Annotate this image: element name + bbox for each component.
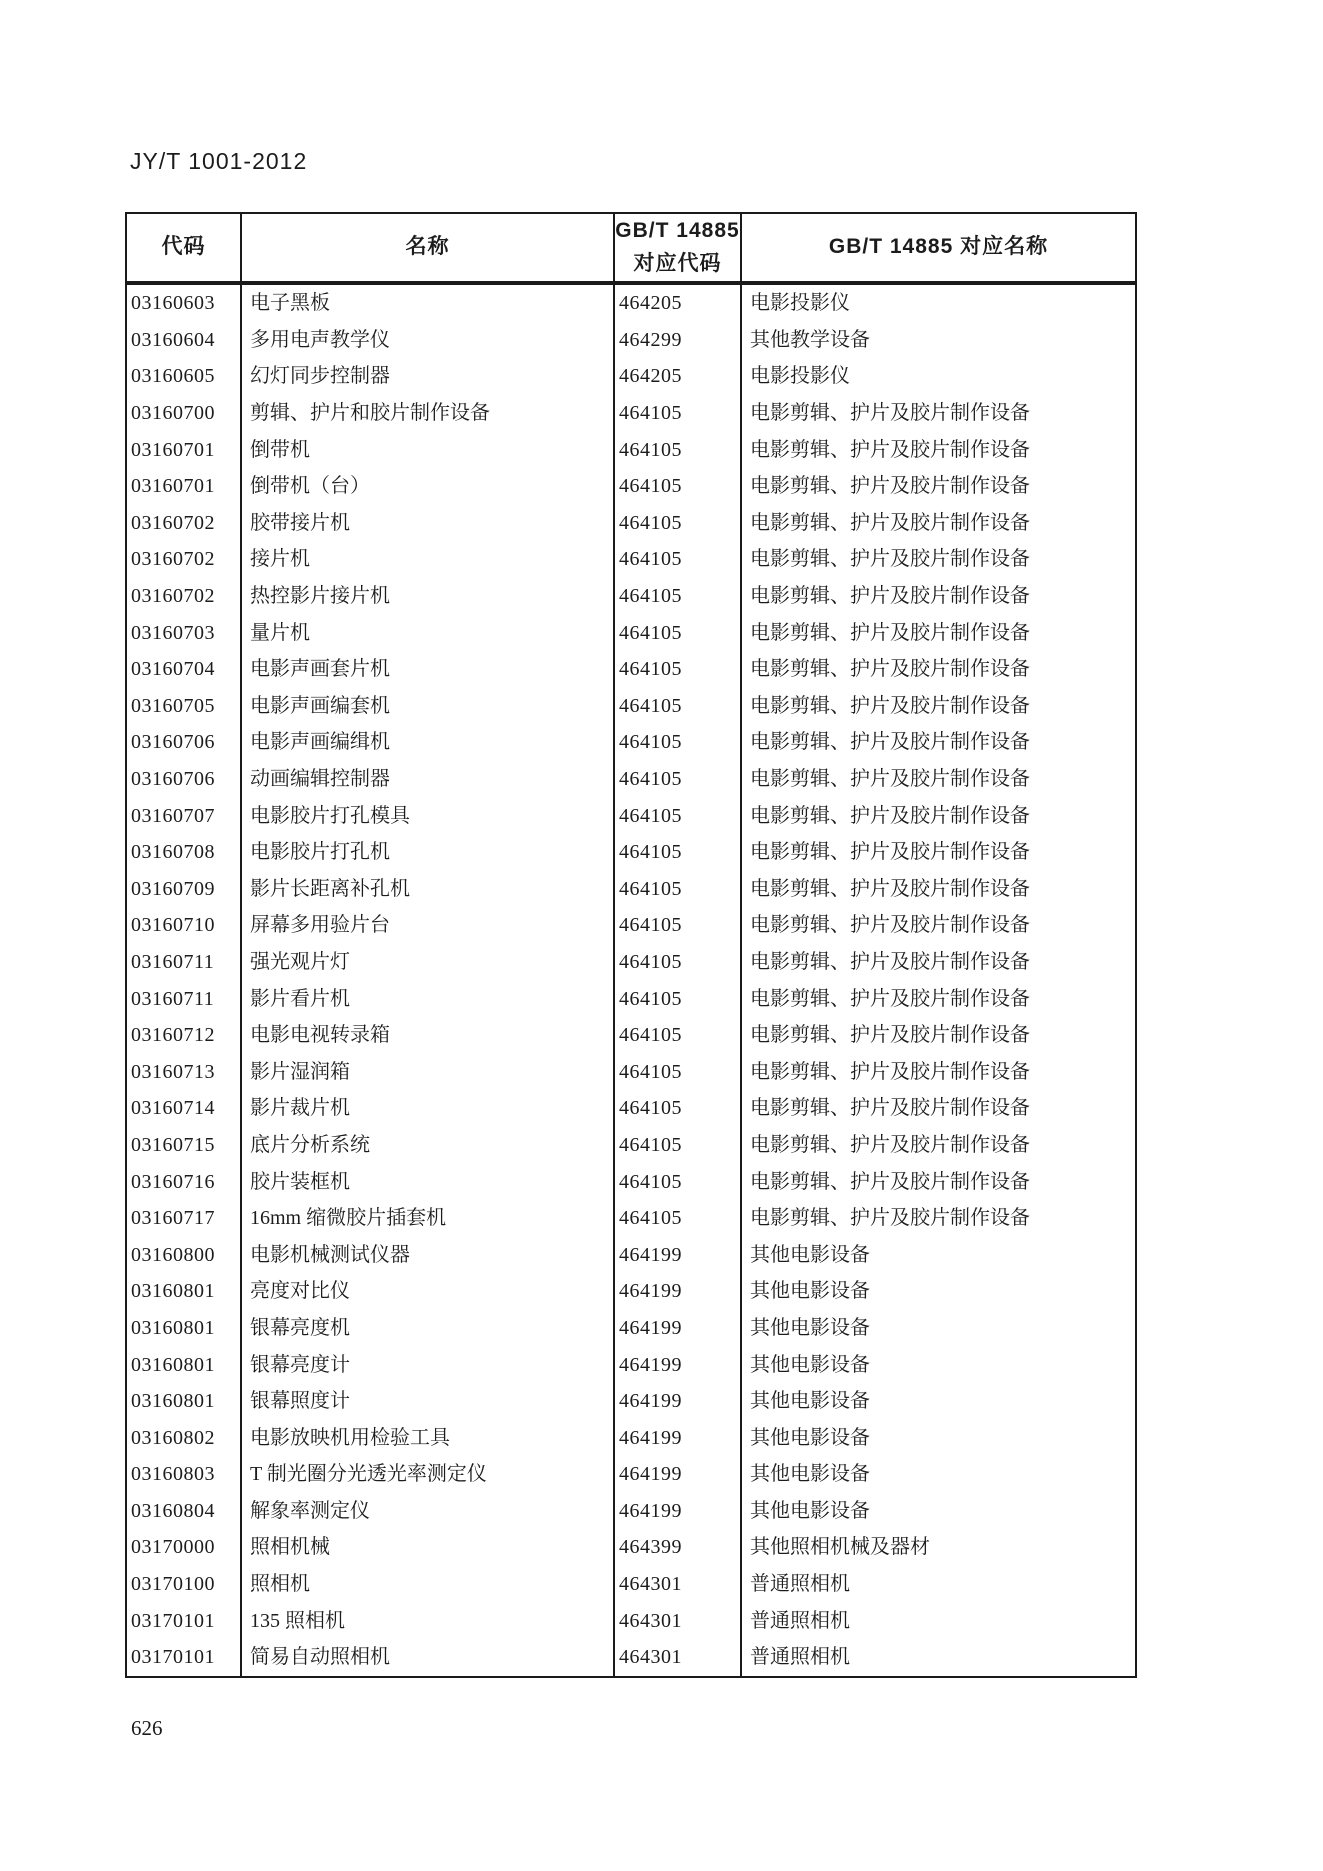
col-header-name: 名称 xyxy=(241,213,614,283)
code-mapping-table xyxy=(125,212,1137,1678)
cell-gbt-name: 电影剪辑、护片及胶片制作设备 xyxy=(741,395,1136,432)
cell-name: 量片机 xyxy=(241,614,614,651)
cell-name: 银幕亮度机 xyxy=(241,1310,614,1347)
table-row xyxy=(126,1017,1136,1054)
table-row xyxy=(126,724,1136,761)
cell-gbt-code: 464199 xyxy=(614,1383,741,1420)
cell-name: 简易自动照相机 xyxy=(241,1639,614,1677)
cell-gbt-code: 464105 xyxy=(614,505,741,542)
cell-code: 03170000 xyxy=(126,1529,241,1566)
table-row xyxy=(126,1090,1136,1127)
cell-name: 强光观片灯 xyxy=(241,944,614,981)
table-row xyxy=(126,283,1136,322)
cell-code: 03160700 xyxy=(126,395,241,432)
cell-name: 影片裁片机 xyxy=(241,1090,614,1127)
cell-gbt-name: 其他电影设备 xyxy=(741,1419,1136,1456)
cell-gbt-code: 464105 xyxy=(614,1053,741,1090)
cell-gbt-code: 464105 xyxy=(614,688,741,725)
cell-code: 03160702 xyxy=(126,541,241,578)
cell-code: 03160603 xyxy=(126,283,241,322)
document-number: JY/T 1001-2012 xyxy=(130,148,308,174)
cell-name: 多用电声教学仪 xyxy=(241,322,614,359)
cell-code: 03160708 xyxy=(126,834,241,871)
cell-gbt-code: 464105 xyxy=(614,468,741,505)
cell-name: 胶带接片机 xyxy=(241,505,614,542)
cell-name: 电影电视转录箱 xyxy=(241,1017,614,1054)
cell-gbt-name: 电影剪辑、护片及胶片制作设备 xyxy=(741,1053,1136,1090)
table-row xyxy=(126,944,1136,981)
cell-code: 03160604 xyxy=(126,322,241,359)
page-number: 626 xyxy=(131,1716,163,1740)
cell-gbt-name: 其他电影设备 xyxy=(741,1346,1136,1383)
cell-gbt-name: 电影剪辑、护片及胶片制作设备 xyxy=(741,578,1136,615)
cell-gbt-name: 电影剪辑、护片及胶片制作设备 xyxy=(741,651,1136,688)
cell-gbt-name: 其他电影设备 xyxy=(741,1493,1136,1530)
cell-name: 幻灯同步控制器 xyxy=(241,358,614,395)
table-row xyxy=(126,431,1136,468)
cell-code: 03160605 xyxy=(126,358,241,395)
cell-gbt-name: 电影剪辑、护片及胶片制作设备 xyxy=(741,688,1136,725)
cell-name: 电影胶片打孔机 xyxy=(241,834,614,871)
cell-gbt-code: 464199 xyxy=(614,1273,741,1310)
cell-gbt-name: 电影剪辑、护片及胶片制作设备 xyxy=(741,761,1136,798)
cell-gbt-code: 464199 xyxy=(614,1493,741,1530)
cell-name: 胶片装框机 xyxy=(241,1163,614,1200)
cell-code: 03170101 xyxy=(126,1639,241,1677)
cell-code: 03160703 xyxy=(126,614,241,651)
cell-code: 03170101 xyxy=(126,1602,241,1639)
header-row xyxy=(126,213,1136,283)
cell-gbt-name: 其他照相机械及器材 xyxy=(741,1529,1136,1566)
cell-code: 03160714 xyxy=(126,1090,241,1127)
cell-gbt-code: 464299 xyxy=(614,322,741,359)
table-row xyxy=(126,907,1136,944)
cell-gbt-code: 464105 xyxy=(614,614,741,651)
table-row xyxy=(126,541,1136,578)
cell-gbt-name: 普通照相机 xyxy=(741,1566,1136,1603)
cell-gbt-code: 464105 xyxy=(614,871,741,908)
cell-code: 03160711 xyxy=(126,980,241,1017)
cell-gbt-code: 464105 xyxy=(614,907,741,944)
table-body xyxy=(126,283,1136,1677)
cell-gbt-name: 电影投影仪 xyxy=(741,283,1136,322)
cell-gbt-name: 电影剪辑、护片及胶片制作设备 xyxy=(741,505,1136,542)
table-row xyxy=(126,468,1136,505)
cell-code: 03160717 xyxy=(126,1200,241,1237)
cell-gbt-code: 464199 xyxy=(614,1236,741,1273)
cell-code: 03170100 xyxy=(126,1566,241,1603)
cell-gbt-name: 电影剪辑、护片及胶片制作设备 xyxy=(741,834,1136,871)
table-row xyxy=(126,688,1136,725)
cell-name: 电影声画编套机 xyxy=(241,688,614,725)
table-row xyxy=(126,1529,1136,1566)
cell-code: 03160704 xyxy=(126,651,241,688)
cell-code: 03160706 xyxy=(126,724,241,761)
table-row xyxy=(126,1566,1136,1603)
table-row xyxy=(126,651,1136,688)
cell-gbt-name: 电影剪辑、护片及胶片制作设备 xyxy=(741,1017,1136,1054)
table-row xyxy=(126,1456,1136,1493)
table-row xyxy=(126,761,1136,798)
cell-name: 解象率测定仪 xyxy=(241,1493,614,1530)
cell-gbt-code: 464301 xyxy=(614,1566,741,1603)
table-row xyxy=(126,322,1136,359)
cell-name: 倒带机（台） xyxy=(241,468,614,505)
cell-gbt-name: 其他电影设备 xyxy=(741,1310,1136,1347)
cell-gbt-code: 464199 xyxy=(614,1419,741,1456)
cell-gbt-name: 电影剪辑、护片及胶片制作设备 xyxy=(741,541,1136,578)
cell-gbt-code: 464205 xyxy=(614,358,741,395)
cell-gbt-name: 普通照相机 xyxy=(741,1639,1136,1677)
cell-code: 03160701 xyxy=(126,431,241,468)
cell-gbt-code: 464105 xyxy=(614,395,741,432)
table-row xyxy=(126,1493,1136,1530)
table-row xyxy=(126,614,1136,651)
cell-gbt-code: 464105 xyxy=(614,431,741,468)
cell-gbt-name: 电影剪辑、护片及胶片制作设备 xyxy=(741,1090,1136,1127)
cell-code: 03160716 xyxy=(126,1163,241,1200)
cell-name: 电影放映机用检验工具 xyxy=(241,1419,614,1456)
cell-code: 03160711 xyxy=(126,944,241,981)
table-row xyxy=(126,505,1136,542)
col-header-code: 代码 xyxy=(126,213,241,283)
cell-code: 03160803 xyxy=(126,1456,241,1493)
table-row xyxy=(126,1053,1136,1090)
cell-gbt-code: 464199 xyxy=(614,1456,741,1493)
cell-gbt-code: 464105 xyxy=(614,541,741,578)
cell-gbt-name: 其他电影设备 xyxy=(741,1456,1136,1493)
cell-code: 03160804 xyxy=(126,1493,241,1530)
cell-code: 03160715 xyxy=(126,1127,241,1164)
table-row xyxy=(126,1127,1136,1164)
cell-gbt-name: 电影剪辑、护片及胶片制作设备 xyxy=(741,468,1136,505)
cell-gbt-code: 464105 xyxy=(614,651,741,688)
table-row xyxy=(126,1310,1136,1347)
cell-code: 03160713 xyxy=(126,1053,241,1090)
cell-name: 热控影片接片机 xyxy=(241,578,614,615)
cell-gbt-code: 464105 xyxy=(614,761,741,798)
cell-gbt-code: 464301 xyxy=(614,1602,741,1639)
cell-name: 影片湿润箱 xyxy=(241,1053,614,1090)
cell-gbt-code: 464105 xyxy=(614,834,741,871)
cell-gbt-name: 电影剪辑、护片及胶片制作设备 xyxy=(741,980,1136,1017)
col-header-gbt-name: GB/T 14885 对应名称 xyxy=(741,213,1136,283)
cell-code: 03160707 xyxy=(126,797,241,834)
cell-gbt-name: 普通照相机 xyxy=(741,1602,1136,1639)
cell-code: 03160705 xyxy=(126,688,241,725)
table-row xyxy=(126,1273,1136,1310)
cell-gbt-name: 电影剪辑、护片及胶片制作设备 xyxy=(741,1127,1136,1164)
cell-name: 电影声画套片机 xyxy=(241,651,614,688)
cell-gbt-name: 其他电影设备 xyxy=(741,1236,1136,1273)
cell-gbt-name: 电影剪辑、护片及胶片制作设备 xyxy=(741,907,1136,944)
cell-code: 03160710 xyxy=(126,907,241,944)
cell-gbt-name: 电影剪辑、护片及胶片制作设备 xyxy=(741,431,1136,468)
cell-code: 03160801 xyxy=(126,1383,241,1420)
cell-gbt-name: 其他教学设备 xyxy=(741,322,1136,359)
cell-gbt-name: 电影剪辑、护片及胶片制作设备 xyxy=(741,944,1136,981)
col-header-gbt-code-line2: 对应代码 xyxy=(633,251,722,275)
cell-gbt-code: 464105 xyxy=(614,797,741,834)
cell-name: 动画编辑控制器 xyxy=(241,761,614,798)
cell-gbt-code: 464105 xyxy=(614,1163,741,1200)
cell-name: 电影胶片打孔模具 xyxy=(241,797,614,834)
table-row xyxy=(126,797,1136,834)
cell-gbt-name: 电影剪辑、护片及胶片制作设备 xyxy=(741,614,1136,651)
cell-name: 接片机 xyxy=(241,541,614,578)
cell-code: 03160701 xyxy=(126,468,241,505)
cell-code: 03160801 xyxy=(126,1310,241,1347)
cell-gbt-code: 464205 xyxy=(614,283,741,322)
cell-gbt-code: 464105 xyxy=(614,578,741,615)
table-row xyxy=(126,1383,1136,1420)
cell-gbt-name: 电影剪辑、护片及胶片制作设备 xyxy=(741,1163,1136,1200)
cell-code: 03160802 xyxy=(126,1419,241,1456)
cell-name: 16mm 缩微胶片插套机 xyxy=(241,1200,614,1237)
table-row xyxy=(126,1200,1136,1237)
cell-code: 03160702 xyxy=(126,578,241,615)
table-row xyxy=(126,1163,1136,1200)
cell-name: 影片长距离补孔机 xyxy=(241,871,614,908)
cell-gbt-name: 电影投影仪 xyxy=(741,358,1136,395)
cell-code: 03160706 xyxy=(126,761,241,798)
table-row xyxy=(126,980,1136,1017)
cell-gbt-code: 464105 xyxy=(614,1200,741,1237)
cell-gbt-name: 电影剪辑、护片及胶片制作设备 xyxy=(741,871,1136,908)
cell-gbt-name: 其他电影设备 xyxy=(741,1273,1136,1310)
table-row xyxy=(126,395,1136,432)
cell-name: 底片分析系统 xyxy=(241,1127,614,1164)
table-row xyxy=(126,1346,1136,1383)
cell-name: T 制光圈分光透光率测定仪 xyxy=(241,1456,614,1493)
cell-code: 03160801 xyxy=(126,1273,241,1310)
cell-gbt-name: 电影剪辑、护片及胶片制作设备 xyxy=(741,1200,1136,1237)
col-header-gbt-code-line1: GB/T 14885 xyxy=(615,218,740,242)
cell-gbt-code: 464199 xyxy=(614,1346,741,1383)
cell-gbt-code: 464105 xyxy=(614,1127,741,1164)
cell-name: 电子黑板 xyxy=(241,283,614,322)
cell-code: 03160702 xyxy=(126,505,241,542)
cell-name: 银幕亮度计 xyxy=(241,1346,614,1383)
cell-name: 影片看片机 xyxy=(241,980,614,1017)
cell-gbt-code: 464105 xyxy=(614,1017,741,1054)
cell-code: 03160801 xyxy=(126,1346,241,1383)
cell-gbt-name: 电影剪辑、护片及胶片制作设备 xyxy=(741,797,1136,834)
table-row xyxy=(126,1236,1136,1273)
cell-gbt-code: 464105 xyxy=(614,980,741,1017)
cell-name: 倒带机 xyxy=(241,431,614,468)
cell-name: 银幕照度计 xyxy=(241,1383,614,1420)
cell-name: 电影声画编缉机 xyxy=(241,724,614,761)
cell-gbt-name: 其他电影设备 xyxy=(741,1383,1136,1420)
cell-code: 03160800 xyxy=(126,1236,241,1273)
cell-gbt-code: 464399 xyxy=(614,1529,741,1566)
cell-gbt-name: 电影剪辑、护片及胶片制作设备 xyxy=(741,724,1136,761)
cell-name: 照相机 xyxy=(241,1566,614,1603)
table-row xyxy=(126,1419,1136,1456)
col-header-gbt-code xyxy=(614,213,741,283)
cell-name: 照相机械 xyxy=(241,1529,614,1566)
cell-name: 135 照相机 xyxy=(241,1602,614,1639)
cell-gbt-code: 464105 xyxy=(614,1090,741,1127)
cell-name: 电影机械测试仪器 xyxy=(241,1236,614,1273)
table-row xyxy=(126,1639,1136,1677)
table-row xyxy=(126,578,1136,615)
table-row xyxy=(126,1602,1136,1639)
cell-name: 剪辑、护片和胶片制作设备 xyxy=(241,395,614,432)
table-row xyxy=(126,358,1136,395)
cell-gbt-code: 464199 xyxy=(614,1310,741,1347)
cell-code: 03160709 xyxy=(126,871,241,908)
table-row xyxy=(126,871,1136,908)
cell-name: 屏幕多用验片台 xyxy=(241,907,614,944)
cell-gbt-code: 464301 xyxy=(614,1639,741,1677)
cell-code: 03160712 xyxy=(126,1017,241,1054)
cell-gbt-code: 464105 xyxy=(614,944,741,981)
cell-gbt-code: 464105 xyxy=(614,724,741,761)
table-row xyxy=(126,834,1136,871)
cell-name: 亮度对比仪 xyxy=(241,1273,614,1310)
